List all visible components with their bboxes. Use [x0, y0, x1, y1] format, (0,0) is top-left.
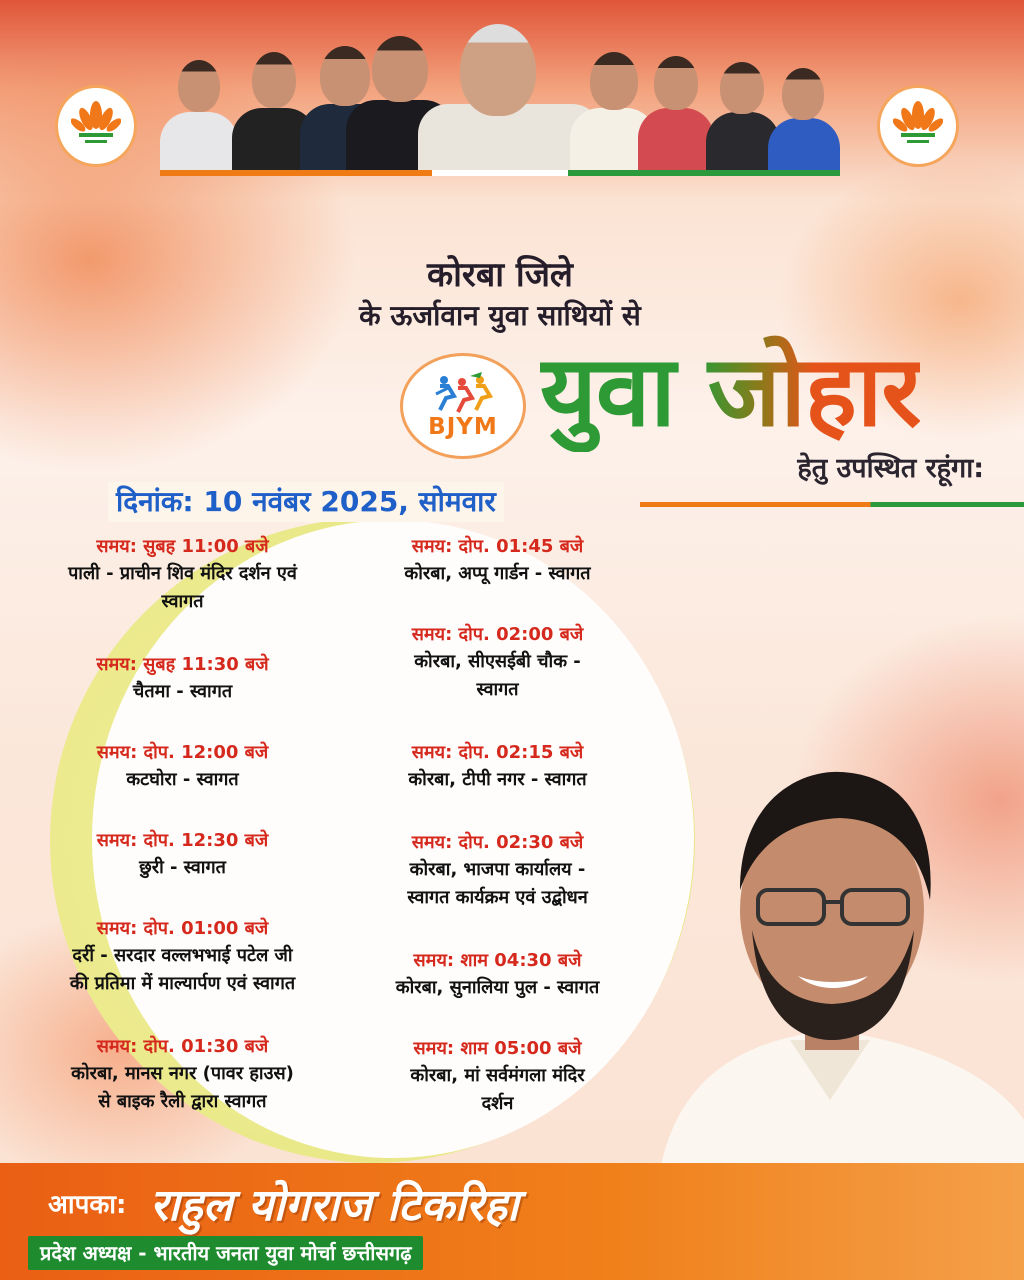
lotus-icon — [71, 97, 121, 155]
schedule-item — [10, 534, 355, 616]
schedule-place: पाली - प्राचीन शिव मंदिर दर्शन एवं — [68, 563, 297, 584]
schedule-place: कटघोरा - स्वागत — [126, 769, 239, 790]
schedule-time: समय: सुबह 11:00 बजे — [96, 536, 269, 557]
schedule-place: कोरबा, टीपी नगर - स्वागत — [408, 769, 587, 790]
schedule-item — [10, 916, 355, 998]
leader-figure — [768, 118, 840, 172]
footer-banner — [0, 1163, 1024, 1280]
schedule-place-cont: से बाइक रैली द्वारा स्वागत — [98, 1091, 267, 1112]
schedule-place-cont: स्वागत — [161, 591, 204, 612]
schedule-time: समय: दोप. 02:30 बजे — [411, 832, 584, 853]
schedule-time: समय: शाम 04:30 बजे — [413, 950, 582, 971]
schedule-place: कोरबा, अप्पू गार्डन - स्वागत — [404, 563, 591, 584]
schedule-place: कोरबा, सुनालिया पुल - स्वागत — [395, 977, 600, 998]
schedule-place-cont: स्वागत कार्यक्रम एवं उद्बोधन — [407, 887, 588, 908]
host-name: राहुल योगराज टिकरिहा — [150, 1180, 519, 1231]
leader-figure — [160, 112, 238, 172]
schedule-item — [345, 740, 650, 794]
schedule-time: समय: दोप. 12:00 बजे — [96, 742, 269, 763]
tricolor-strip — [160, 170, 840, 176]
leader-face — [782, 68, 824, 120]
leader-figure — [638, 108, 714, 172]
schedule-time: समय: सुबह 11:30 बजे — [96, 654, 269, 675]
schedule-time: समय: दोप. 12:30 बजे — [96, 830, 269, 851]
leader-face — [590, 52, 638, 110]
schedule-item — [345, 534, 650, 588]
event-title: युवा जोहार — [540, 332, 920, 452]
schedule-item — [345, 622, 650, 704]
host-portrait — [640, 740, 1024, 1170]
lotus-icon — [893, 97, 943, 155]
schedule-item — [10, 740, 355, 794]
leader-face — [720, 62, 764, 114]
leader-face — [372, 36, 428, 102]
schedule-place: कोरबा, मां सर्वमंगला मंदिर — [410, 1065, 585, 1086]
schedule-time: समय: दोप. 02:15 बजे — [411, 742, 584, 763]
runner-icon — [430, 372, 496, 414]
divider-line — [640, 502, 1024, 507]
schedule-item — [10, 828, 355, 882]
schedule-item — [345, 948, 650, 1002]
bjym-logo-text: BJYM — [428, 414, 498, 440]
headline-youth: के ऊर्जावान युवा साथियों से — [359, 299, 641, 332]
schedule-time: समय: दोप. 01:00 बजे — [96, 918, 269, 939]
schedule-time: समय: दोप. 01:30 बजे — [96, 1036, 269, 1057]
schedule-item — [345, 1036, 650, 1118]
schedule-place: कोरबा, सीएसईबी चौक - — [414, 651, 581, 672]
schedule-place-cont: स्वागत — [476, 679, 519, 700]
footer-prefix: आपका: — [48, 1190, 127, 1220]
lotus-icon-left — [58, 88, 134, 164]
leader-face — [178, 60, 220, 112]
schedule-place: कोरबा, मानस नगर (पावर हाउस) — [71, 1063, 294, 1084]
host-designation: प्रदेश अध्यक्ष - भारतीय जनता युवा मोर्चा छत्तीसगढ़ — [28, 1236, 423, 1270]
lotus-icon-right — [880, 88, 956, 164]
schedule-place: छुरी - स्वागत — [139, 857, 226, 878]
schedule-time: समय: दोप. 01:45 बजे — [411, 536, 584, 557]
schedule-place: दर्री - सरदार वल्लभभाई पटेल जी — [72, 945, 293, 966]
schedule-item — [10, 652, 355, 706]
leader-face — [460, 24, 536, 116]
leader-face — [320, 46, 370, 106]
schedule-place: कोरबा, भाजपा कार्यालय - — [409, 859, 586, 880]
leader-face — [252, 52, 296, 108]
headline-district: कोरबा जिले — [427, 255, 573, 295]
schedule-place-cont: की प्रतिमा में माल्यार्पण एवं स्वागत — [69, 973, 296, 994]
schedule-place: चैतमा - स्वागत — [132, 681, 233, 702]
attendance-note: हेतु उपस्थित रहूंगा: — [797, 453, 984, 484]
bjym-logo — [403, 356, 523, 456]
schedule-item — [345, 830, 650, 912]
schedule-time: समय: शाम 05:00 बजे — [413, 1038, 582, 1059]
leader-face — [654, 56, 698, 110]
event-date: दिनांक: 10 नवंबर 2025, सोमवार — [108, 482, 504, 522]
schedule-place-cont: दर्शन — [481, 1093, 514, 1114]
leaders-photo-strip — [160, 22, 840, 172]
schedule-time: समय: दोप. 02:00 बजे — [411, 624, 584, 645]
schedule-item — [10, 1034, 355, 1116]
